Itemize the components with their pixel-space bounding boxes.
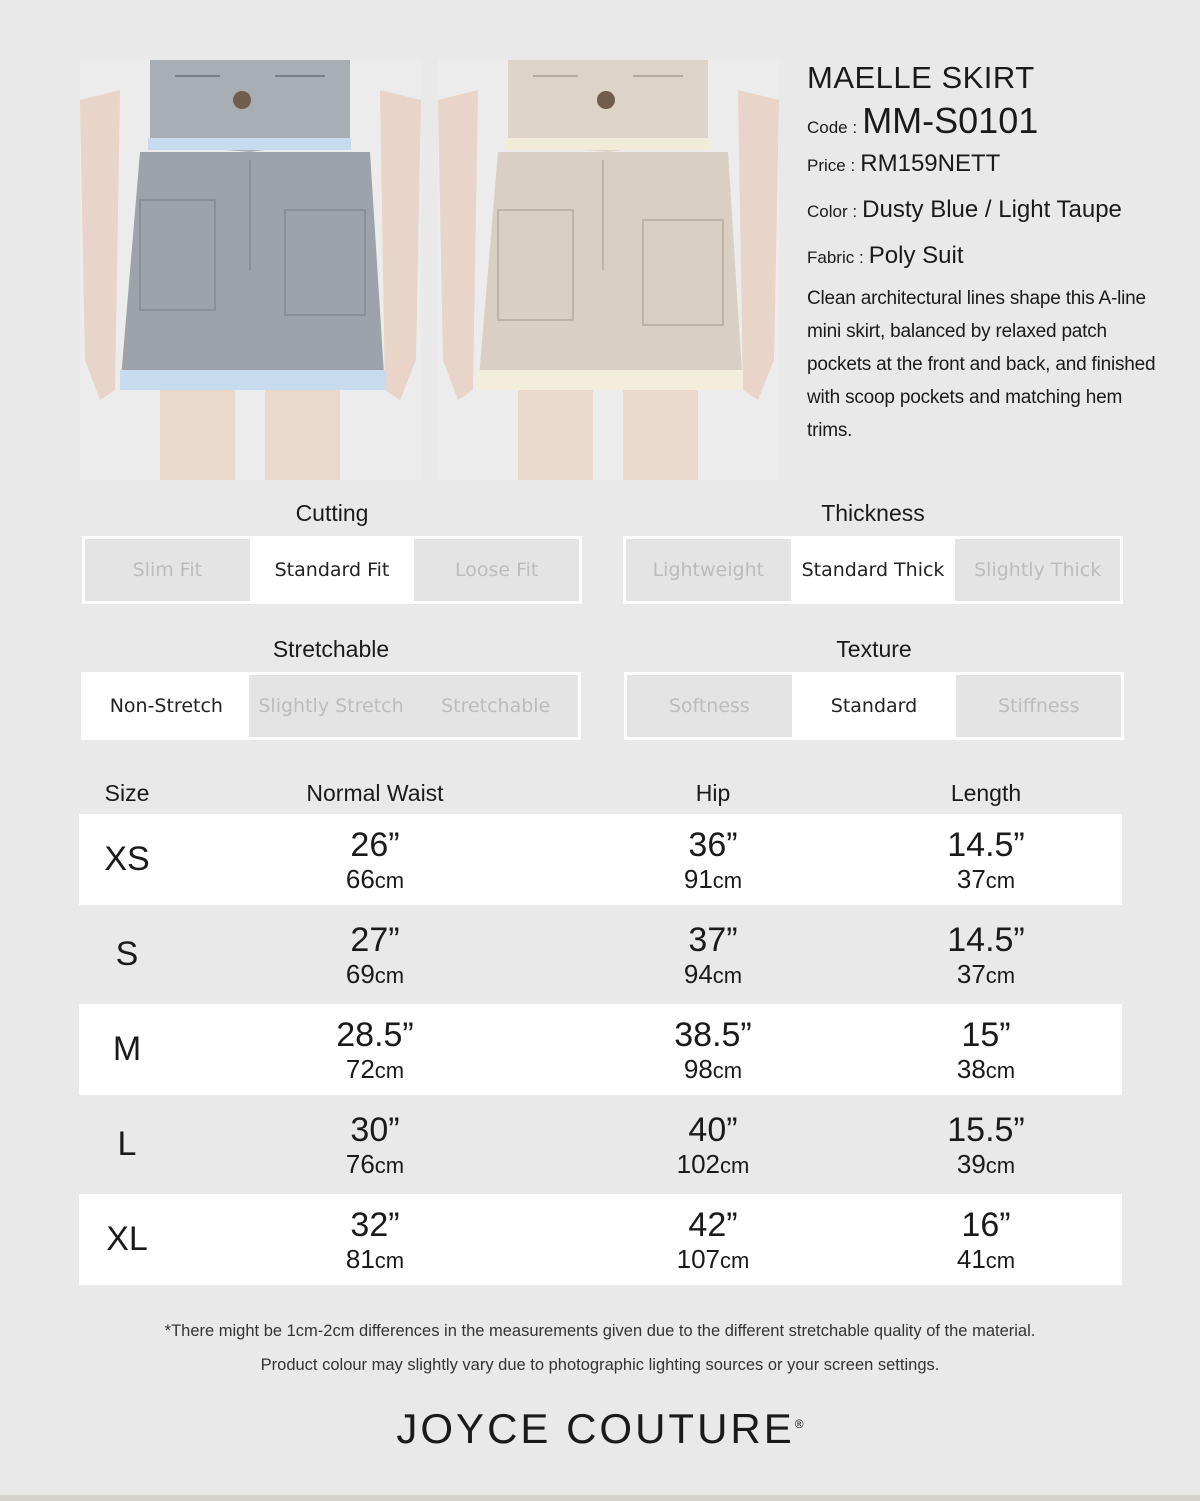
hip-cell [575,920,851,989]
length-inch: 15.5” [947,1110,1025,1149]
length-inch: 14.5” [947,825,1025,864]
length-cell [851,1110,1121,1179]
length-cell [851,825,1121,894]
size-cell: L [117,1125,137,1163]
thickness-option-lightweight: Lightweight [626,539,791,601]
cutting-option-slim-fit: Slim Fit [85,539,250,601]
table-row [79,1099,1122,1190]
thickness-scale [623,536,1123,604]
length-inch: 16” [961,1205,1011,1244]
header-size: Size [104,779,150,806]
cm-unit: cm [374,867,405,893]
texture-group [624,636,1124,740]
hip-inch: 40” [688,1110,738,1149]
cm-unit: cm [985,1057,1016,1083]
cm-unit: cm [720,1247,750,1273]
cm-unit: cm [712,1057,743,1083]
waist-cm: 72 [345,1053,375,1084]
fabric-row [807,242,1167,270]
hip-cm: 98 [683,1053,713,1084]
color-label: Color : [807,202,858,221]
product-description: Clean architectural lines shape this A-line mini skirt, balanced by relaxed patch pockets at the front and back, and finished with scoop pockets and matching hem trims. [807,288,1156,441]
code-row [807,100,1167,142]
waist-cm-wrap [175,1148,575,1179]
brand-name: JOYCE COUTURE [396,1405,795,1452]
bottom-bar [0,1495,1200,1501]
hip-cm-wrap [575,1053,851,1084]
cm-unit: cm [712,962,743,988]
hip-cell [575,1110,851,1179]
hip-cm-wrap [575,958,851,989]
cutting-group [82,500,582,604]
thickness-option-slightly-thick: Slightly Thick [955,539,1120,601]
waist-cm-wrap [175,1053,575,1084]
table-row [79,1004,1122,1095]
length-cell [851,920,1121,989]
size-cell: M [112,1030,142,1068]
size-cell: S [115,935,139,973]
waist-inch: 26” [350,825,400,864]
hip-cell [575,825,851,894]
cutting-scale [82,536,582,604]
hip-inch: 42” [688,1205,738,1244]
size-cell: XS [104,840,150,878]
waist-cm-wrap [175,958,575,989]
texture-option-standard: Standard [792,675,957,737]
cutting-option-loose-fit: Loose Fit [414,539,579,601]
size-chart-header [79,772,1122,814]
cm-unit: cm [374,962,405,988]
thickness-group [623,500,1123,604]
waist-inch: 27” [350,920,400,959]
stretchable-group [81,636,581,740]
length-cm: 41 [956,1243,986,1274]
thickness-option-standard-thick: Standard Thick [791,539,956,601]
brand-logo [0,1405,1200,1453]
registered-mark: ® [794,1417,804,1431]
length-cm-wrap [851,863,1121,894]
table-row [79,814,1122,905]
length-cm: 38 [956,1053,986,1084]
waist-cm: 76 [345,1148,375,1179]
length-cm: 37 [956,958,986,989]
product-photo-dusty-blue [80,60,421,480]
length-inch: 15” [961,1015,1011,1054]
cutting-title: Cutting [295,500,369,526]
waist-cell [175,1110,575,1179]
waist-cm: 66 [345,863,375,894]
texture-scale [624,672,1124,740]
hip-cm: 91 [683,863,713,894]
thickness-title: Thickness [821,500,925,526]
length-cm: 37 [956,863,986,894]
hip-inch: 38.5” [674,1015,752,1054]
cm-unit: cm [985,1247,1016,1273]
waist-cell [175,825,575,894]
header-length: Length [950,779,1022,806]
cm-unit: cm [712,867,743,893]
size-chart [79,772,1122,1289]
stretchable-option-non-stretch: Non-Stretch [84,675,249,737]
hip-cm-wrap [575,1243,851,1274]
code-value: MM-S0101 [862,100,1039,141]
fabric-value: Poly Suit [868,242,964,269]
price-label: Price : [807,156,856,175]
price-row [807,150,1167,178]
size-cell: XL [106,1220,148,1258]
stretchable-title: Stretchable [272,636,390,662]
waist-inch: 30” [350,1110,400,1149]
texture-option-softness: Softness [627,675,792,737]
hip-inch: 37” [688,920,738,959]
color-row [807,196,1167,224]
texture-title: Texture [836,636,912,662]
waist-cell [175,1205,575,1274]
cm-unit: cm [985,962,1016,988]
length-cm: 39 [956,1148,986,1179]
length-cell [851,1205,1121,1274]
length-cm-wrap [851,1243,1121,1274]
waist-cm: 81 [345,1243,375,1274]
table-row [79,909,1122,1000]
hip-inch: 36” [688,825,738,864]
hip-cm-wrap [575,1148,851,1179]
length-cm-wrap [851,1053,1121,1084]
cm-unit: cm [374,1247,405,1273]
measurement-note: *There might be 1cm-2cm differences in the measurements given due to the different stretchable quality of the material. [164,1322,1036,1340]
length-cm-wrap [851,1148,1121,1179]
waist-inch: 28.5” [336,1015,414,1054]
header-hip: Hip [695,779,731,806]
cm-unit: cm [985,867,1016,893]
waist-inch: 32” [350,1205,400,1244]
cm-unit: cm [720,1152,750,1178]
table-row [79,1194,1122,1285]
waist-cell [175,920,575,989]
fabric-label: Fabric : [807,248,864,267]
product-title: MAELLE SKIRT [807,60,1035,95]
hip-cm: 102 [676,1148,721,1179]
cutting-option-standard-fit: Standard Fit [250,539,415,601]
hip-cm-wrap [575,863,851,894]
color-value: Dusty Blue / Light Taupe [862,196,1122,223]
cm-unit: cm [374,1152,405,1178]
waist-cell [175,1015,575,1084]
stretchable-scale [81,672,581,740]
header-waist: Normal Waist [306,779,444,806]
price-value: RM159NETT [860,150,1001,177]
code-label: Code : [807,118,858,137]
stretchable-option-stretchable: Stretchable [413,675,578,737]
waist-cm-wrap [175,863,575,894]
length-cell [851,1015,1121,1084]
hip-cell [575,1205,851,1274]
product-photo-light-taupe [438,60,779,480]
cm-unit: cm [985,1152,1016,1178]
hip-cm: 107 [676,1243,721,1274]
length-cm-wrap [851,958,1121,989]
colour-note: Product colour may slightly vary due to photographic lighting sources or your screen settings. [260,1356,940,1374]
texture-option-stiffness: Stiffness [956,675,1121,737]
waist-cm-wrap [175,1243,575,1274]
hip-cm: 94 [683,958,713,989]
size-chart-rows [79,814,1122,1285]
stretchable-option-slightly-stretch: Slightly Stretch [249,675,414,737]
cm-unit: cm [374,1057,405,1083]
length-inch: 14.5” [947,920,1025,959]
product-info [807,60,1167,447]
hip-cell [575,1015,851,1084]
waist-cm: 69 [345,958,375,989]
